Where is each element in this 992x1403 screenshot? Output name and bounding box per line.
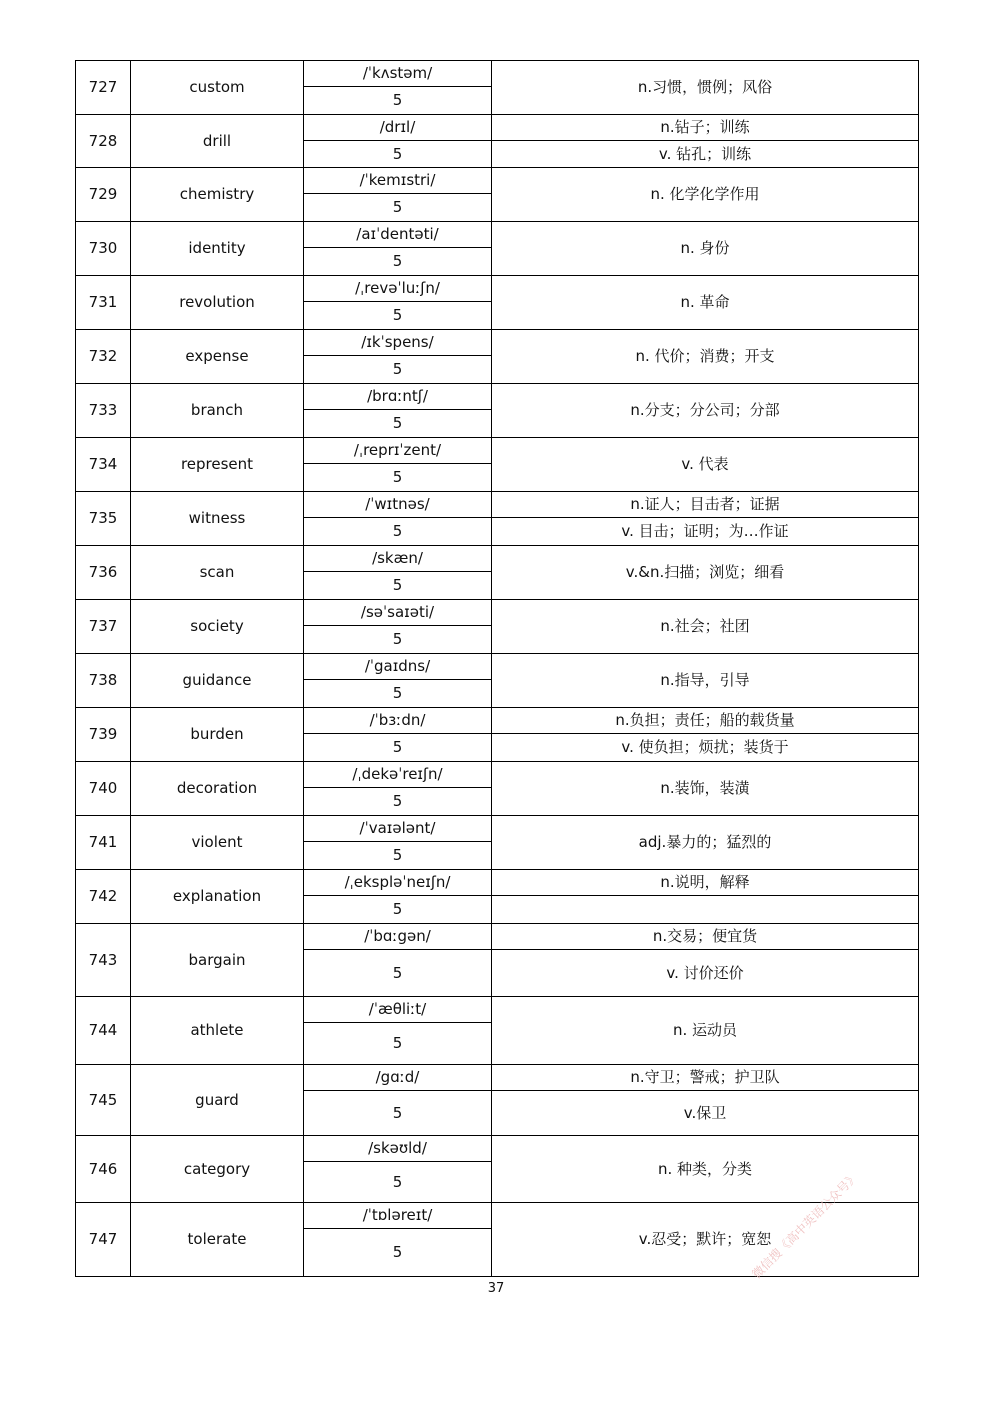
- entry-phonetic: /ɪkˈspens/: [304, 330, 492, 356]
- table-row: [76, 654, 919, 680]
- page-number: 37: [487, 1281, 505, 1296]
- entry-word: burden: [131, 708, 304, 762]
- entry-number: 742: [76, 870, 131, 924]
- entry-meaning: n.证人；目击者；证据: [492, 492, 919, 518]
- entry-phonetic: /ˈbɜːdn/: [304, 708, 492, 734]
- entry-phonetic: /ˌekspləˈneɪʃn/: [304, 870, 492, 896]
- entry-word: society: [131, 600, 304, 654]
- table-row: [76, 816, 919, 842]
- entry-number: 737: [76, 600, 131, 654]
- watermark: 微信搜《高中英语公众号》: [749, 1169, 862, 1282]
- table-row: [76, 115, 919, 141]
- entry-word: guidance: [131, 654, 304, 708]
- entry-word: decoration: [131, 762, 304, 816]
- entry-meaning: v. 钻孔；训练: [492, 141, 919, 168]
- entry-word: athlete: [131, 997, 304, 1065]
- entry-level: 5: [304, 842, 492, 870]
- entry-word: violent: [131, 816, 304, 870]
- entry-number: 738: [76, 654, 131, 708]
- entry-phonetic: /ˌrevəˈluːʃn/: [304, 276, 492, 302]
- entry-number: 746: [76, 1136, 131, 1203]
- vocabulary-table: [75, 60, 919, 1277]
- entry-level: 5: [304, 141, 492, 168]
- entry-word: guard: [131, 1065, 304, 1136]
- table-row: [76, 762, 919, 788]
- entry-level: 5: [304, 788, 492, 816]
- entry-phonetic: /ˌreprɪˈzent/: [304, 438, 492, 464]
- entry-level: 5: [304, 896, 492, 924]
- entry-meaning: n.负担；责任；船的载货量: [492, 708, 919, 734]
- entry-level: 5: [304, 1091, 492, 1136]
- entry-number: 745: [76, 1065, 131, 1136]
- entry-level: 5: [304, 1229, 492, 1277]
- entry-meaning: n. 化学化学作用: [492, 168, 919, 222]
- entry-phonetic: /skæn/: [304, 546, 492, 572]
- table-row: [76, 276, 919, 302]
- entry-level: 5: [304, 410, 492, 438]
- entry-level: 5: [304, 950, 492, 997]
- entry-number: 744: [76, 997, 131, 1065]
- entry-phonetic: /brɑːntʃ/: [304, 384, 492, 410]
- entry-meaning: n.习惯，惯例；风俗: [492, 61, 919, 115]
- table-row: [76, 61, 919, 87]
- table-row: [76, 384, 919, 410]
- entry-phonetic: /drɪl/: [304, 115, 492, 141]
- entry-phonetic: /səˈsaɪəti/: [304, 600, 492, 626]
- entry-meaning: n. 代价；消费；开支: [492, 330, 919, 384]
- entry-level: 5: [304, 572, 492, 600]
- entry-meaning: n. 身份: [492, 222, 919, 276]
- table-row: [76, 438, 919, 464]
- entry-meaning: n. 运动员: [492, 997, 919, 1065]
- entry-meaning: n.交易；便宜货: [492, 924, 919, 950]
- entry-meaning: adj.暴力的；猛烈的: [492, 816, 919, 870]
- entry-word: category: [131, 1136, 304, 1203]
- entry-meaning: n.分支；分公司；分部: [492, 384, 919, 438]
- table-row: [76, 870, 919, 896]
- entry-level: 5: [304, 626, 492, 654]
- entry-meaning: v. 使负担；烦扰；装货于: [492, 734, 919, 762]
- entry-word: witness: [131, 492, 304, 546]
- entry-meaning: v. 讨价还价: [492, 950, 919, 997]
- entry-meaning: [492, 896, 919, 924]
- entry-number: 743: [76, 924, 131, 997]
- entry-meaning: n. 种类，分类: [492, 1136, 919, 1203]
- entry-meaning: n.钻子；训练: [492, 115, 919, 141]
- entry-phonetic: /ˈgaɪdns/: [304, 654, 492, 680]
- entry-word: custom: [131, 61, 304, 115]
- entry-level: 5: [304, 680, 492, 708]
- entry-word: tolerate: [131, 1203, 304, 1277]
- entry-meaning: n.社会；社团: [492, 600, 919, 654]
- entry-level: 5: [304, 1162, 492, 1203]
- entry-number: 731: [76, 276, 131, 330]
- entry-phonetic: /ˈkemɪstri/: [304, 168, 492, 194]
- entry-number: 739: [76, 708, 131, 762]
- entry-level: 5: [304, 464, 492, 492]
- table-row: [76, 222, 919, 248]
- entry-meaning: n.守卫；警戒；护卫队: [492, 1065, 919, 1091]
- entry-meaning: n.指导，引导: [492, 654, 919, 708]
- entry-phonetic: /ˈbɑːgən/: [304, 924, 492, 950]
- table-row: [76, 708, 919, 734]
- entry-phonetic: /ˈtɒləreɪt/: [304, 1203, 492, 1229]
- entry-number: 730: [76, 222, 131, 276]
- entry-phonetic: /ˈæθliːt/: [304, 997, 492, 1023]
- entry-level: 5: [304, 194, 492, 222]
- entry-level: 5: [304, 248, 492, 276]
- entry-number: 735: [76, 492, 131, 546]
- entry-number: 733: [76, 384, 131, 438]
- entry-word: bargain: [131, 924, 304, 997]
- entry-level: 5: [304, 734, 492, 762]
- entry-word: expense: [131, 330, 304, 384]
- entry-phonetic: /skəʊld/: [304, 1136, 492, 1162]
- entry-phonetic: /ˌdekəˈreɪʃn/: [304, 762, 492, 788]
- entry-number: 729: [76, 168, 131, 222]
- entry-word: chemistry: [131, 168, 304, 222]
- entry-number: 727: [76, 61, 131, 115]
- entry-level: 5: [304, 87, 492, 115]
- entry-meaning: n.装饰，装潢: [492, 762, 919, 816]
- entry-level: 5: [304, 1023, 492, 1065]
- table-row: [76, 997, 919, 1023]
- table-row: [76, 1136, 919, 1162]
- entry-number: 728: [76, 115, 131, 168]
- entry-meaning: v.&n.扫描；浏览；细看: [492, 546, 919, 600]
- entry-meaning: n.说明，解释: [492, 870, 919, 896]
- entry-meaning: v. 代表: [492, 438, 919, 492]
- table-row: [76, 330, 919, 356]
- entry-level: 5: [304, 356, 492, 384]
- entry-number: 732: [76, 330, 131, 384]
- entry-word: represent: [131, 438, 304, 492]
- entry-level: 5: [304, 518, 492, 546]
- entry-number: 740: [76, 762, 131, 816]
- entry-number: 747: [76, 1203, 131, 1277]
- entry-word: identity: [131, 222, 304, 276]
- entry-phonetic: /aɪˈdentəti/: [304, 222, 492, 248]
- entry-word: drill: [131, 115, 304, 168]
- entry-word: revolution: [131, 276, 304, 330]
- entry-meaning: n. 革命: [492, 276, 919, 330]
- table-row: [76, 600, 919, 626]
- entry-word: branch: [131, 384, 304, 438]
- entry-number: 741: [76, 816, 131, 870]
- table-row: [76, 492, 919, 518]
- table-row: [76, 1065, 919, 1091]
- entry-meaning: v. 目击；证明；为…作证: [492, 518, 919, 546]
- table-row: [76, 168, 919, 194]
- entry-word: explanation: [131, 870, 304, 924]
- table-row: [76, 924, 919, 950]
- entry-phonetic: /ˈkʌstəm/: [304, 61, 492, 87]
- entry-phonetic: /ˈwɪtnəs/: [304, 492, 492, 518]
- entry-number: 736: [76, 546, 131, 600]
- table-row: [76, 546, 919, 572]
- entry-meaning: v.保卫: [492, 1091, 919, 1136]
- entry-phonetic: /gɑːd/: [304, 1065, 492, 1091]
- entry-phonetic: /ˈvaɪələnt/: [304, 816, 492, 842]
- entry-word: scan: [131, 546, 304, 600]
- entry-meaning: v.忍受；默许；宽恕: [492, 1203, 919, 1277]
- entry-number: 734: [76, 438, 131, 492]
- entry-level: 5: [304, 302, 492, 330]
